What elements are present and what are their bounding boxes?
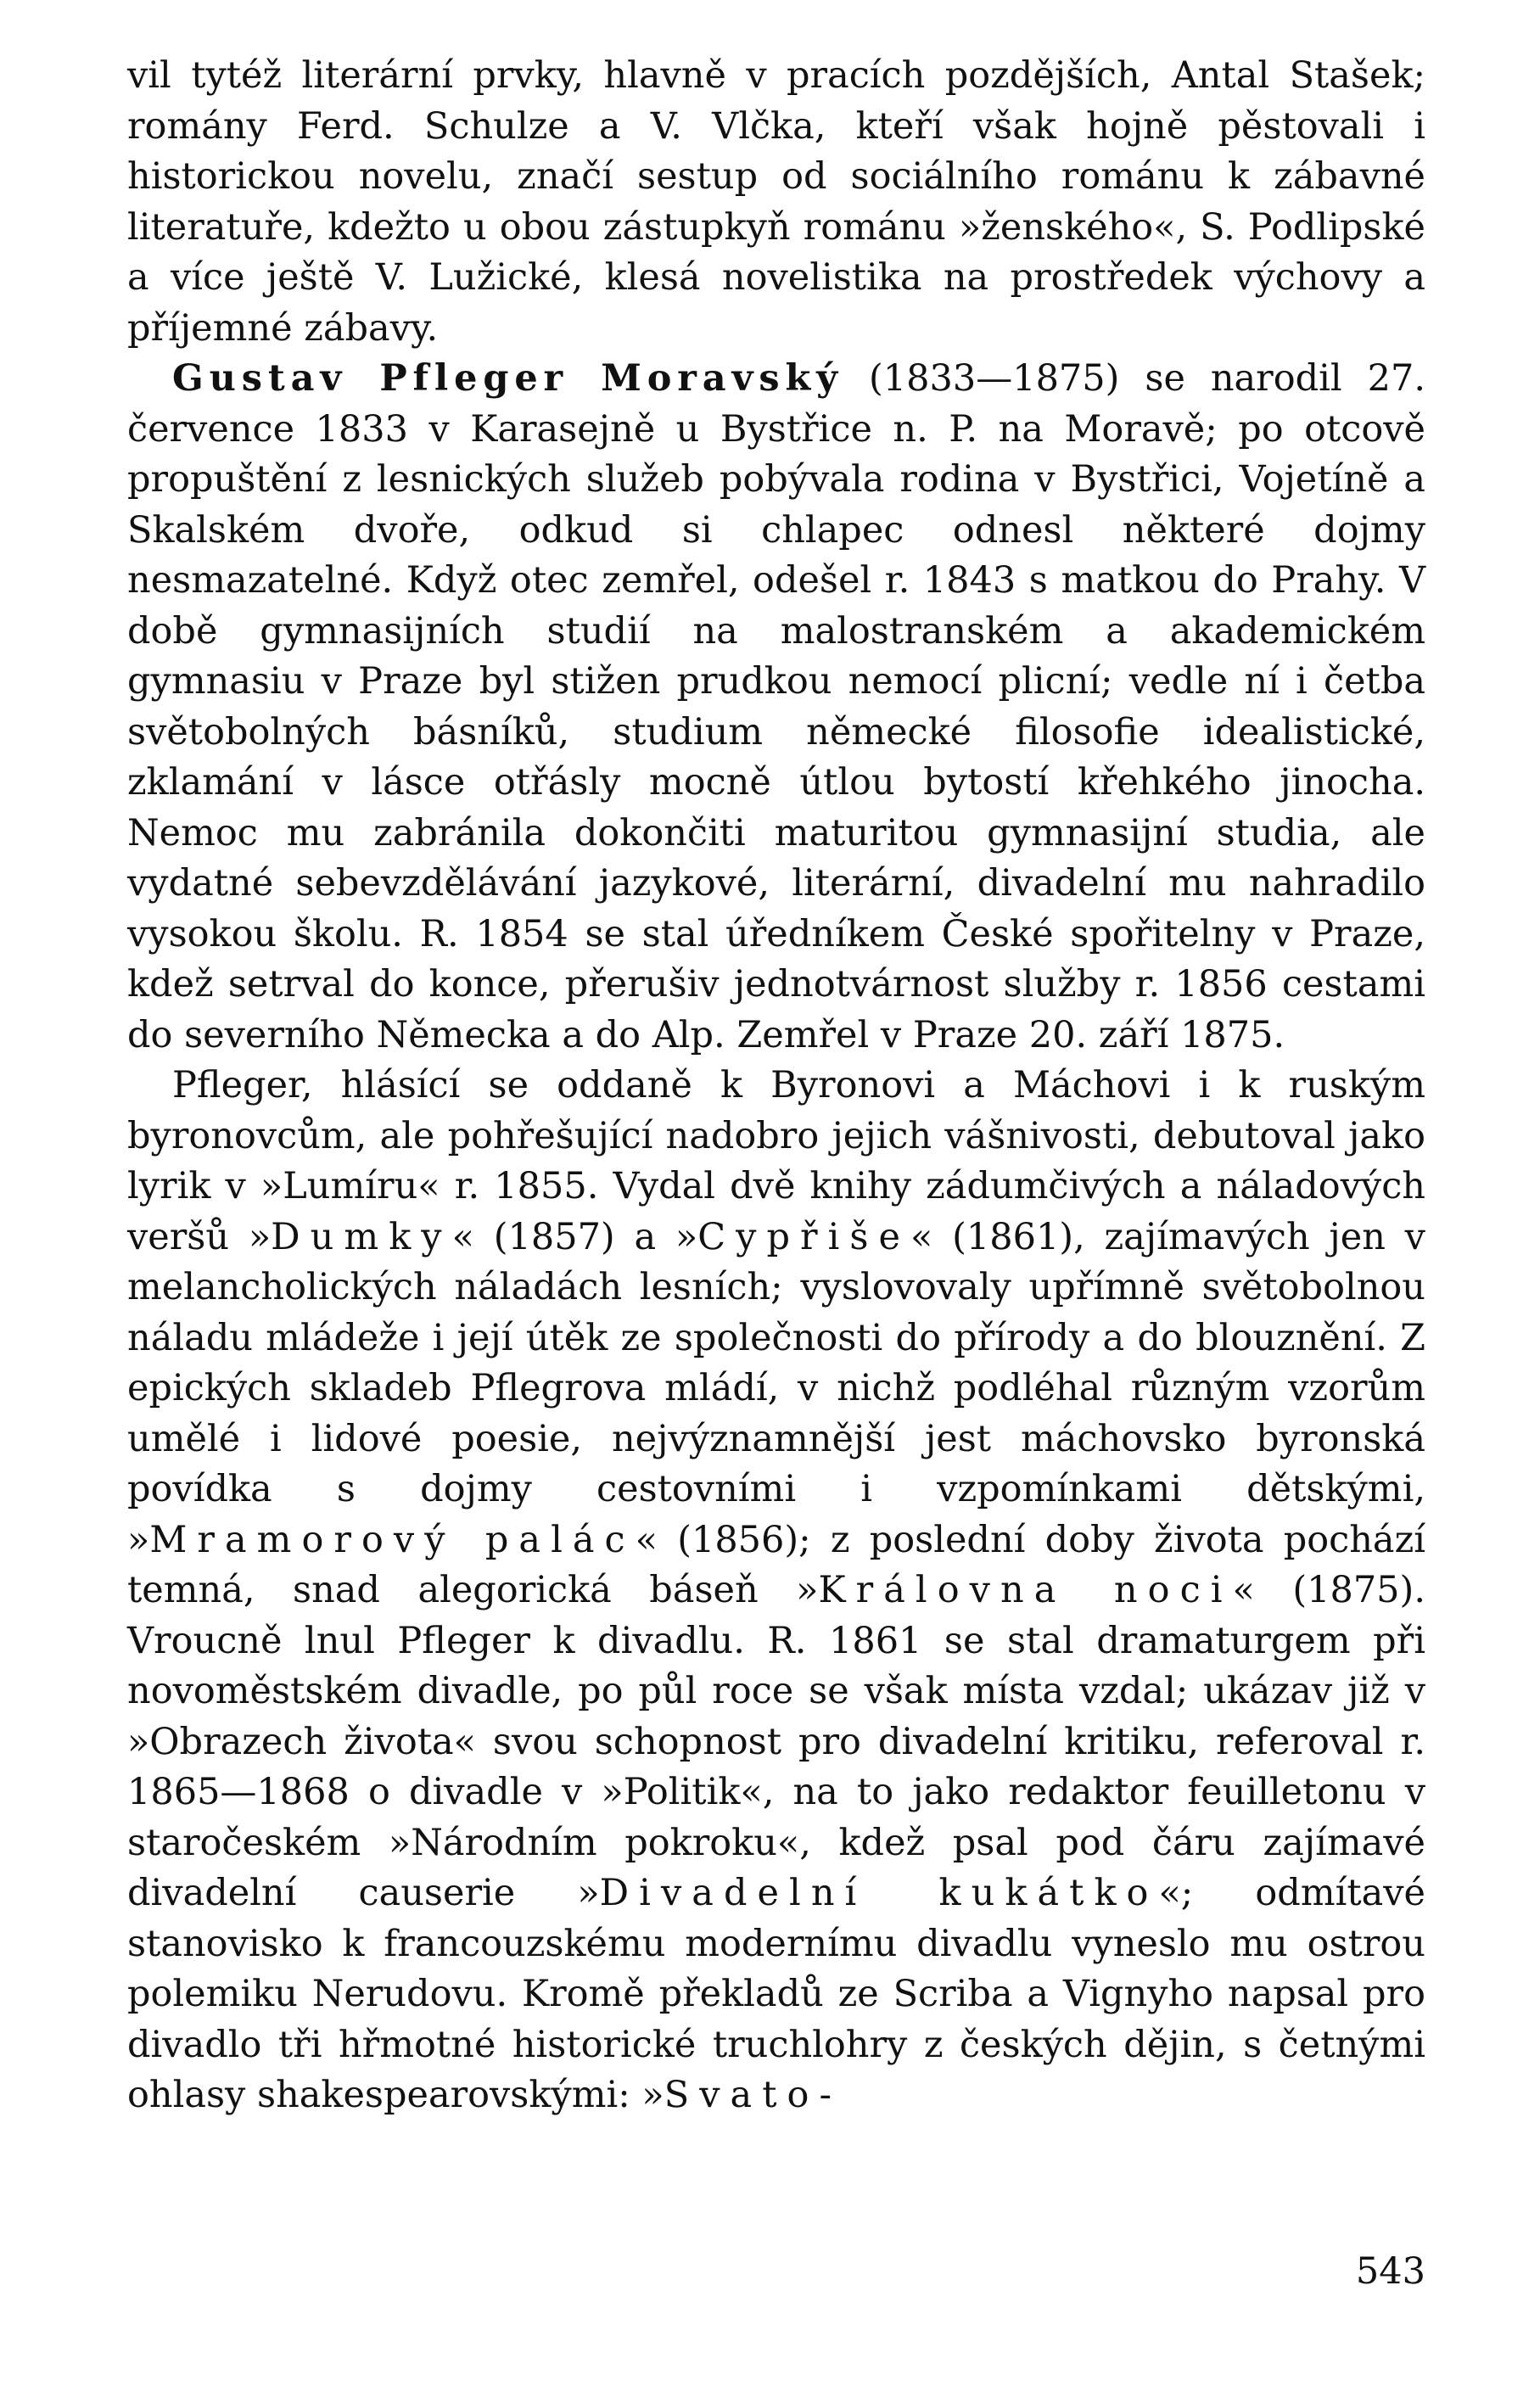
work-title: Mramorový palác	[149, 1518, 636, 1561]
text-run: « (1875). Vroucně lnul Pfleger k divadlu. R. 1861 se stal dramaturgem při novoměstském divadle, po půl roce se však místa vzdal; ukázav již v »Obrazech života« svou schopnost pro divadelní kritiku, referoval r. 1865—1868 o divadle v »Politik«, na to jako redaktor feuilletonu v staročeském »Národním pokroku«, kdež psal pod čáru zajímavé divadelní causerie »	[127, 1569, 1425, 1914]
text-body	[127, 51, 1425, 2121]
book-page	[127, 51, 1425, 2376]
paragraph	[127, 354, 1425, 1061]
paragraph	[127, 1061, 1425, 2121]
work-title: Cypřiše	[697, 1215, 911, 1258]
work-title: Královna noci	[818, 1569, 1233, 1611]
work-title: Divadelní kukátko	[599, 1872, 1159, 1914]
text-run: « (1857) a »	[451, 1215, 698, 1258]
text-run: « (1856); z poslední doby života pochází temná, snad alegorická báseň »	[127, 1518, 1425, 1611]
text-run: Pfleger, hlásící se oddaně k Byronovi a Máchovi i k ruským byronovcům, ale pohřešující nadobro jejich vášnivosti, debutoval jako lyrik v »Lumíru« r. 1855. Vydal dvě knihy zádumčivých a náladových veršů »	[127, 1064, 1425, 1258]
page-number: 543	[1355, 2250, 1425, 2293]
text-run: (1833—1875) se narodil 27. července 1833 v Karasejně u Bystřice n. P. na Moravě; po otcově propuštění z lesnických služeb pobývala rodina v Bystřici, Vojetíně a Skalském dvoře, odkud si chlapec odnesl některé dojmy nesmazatelné. Když otec zemřel, odešel r. 1843 s matkou do Prahy. V době gymnasijních studií na malostranském a akademickém gymnasiu v Praze byl stižen prudkou nemocí plicní; vedle ní i četba světobolných básníků, studium německé filosofie idealistické, zklamání v lásce otřásly mocně útlou bytostí křehkého jinocha. Nemoc mu zabránila dokončiti maturitou gymnasijní studia, ale vydatné sebevzdělávání jazykové, literární, divadelní mu nahradilo vysokou školu. R. 1854 se stal úředníkem České spořitelny v Praze, kdež setrval do konce, přerušiv jednotvárnost služby r. 1856 cestami do severního Německa a do Alp. Zemřel v Praze 20. září 1875.	[127, 357, 1425, 1056]
text-run: « (1861), zajímavých jen v melancholických náladách lesních; vyslovovaly upřímně světobolnou náladu mládeže i její útěk ze společnosti do přírody a do blouznění. Z epických skladeb Pflegrova mládí, v nichž podléhal různým vzorům umělé i lidové poesie, nejvýznamnější jest máchovsko byronská povídka s dojmy cestovními i vzpomínkami dětskými, »	[127, 1215, 1425, 1561]
paragraph	[127, 51, 1425, 354]
text-run: vil tytéž literární prvky, hlavně v pracích pozdějších, Antal Stašek; romány Ferd. Schulze a V. Vlčka, kteří však hojně pěstovali i historickou novelu, značí sestup od sociálního románu k zábavné literatuře, kdežto u obou zástupkyň románu »ženského«, S. Podlipské a více ještě V. Lužické, klesá novelistika na prostředek výchovy a příjemné zábavy.	[127, 54, 1425, 350]
author-name: Gustav Pfleger Moravský	[172, 357, 844, 400]
text-run: «; odmítavé stanovisko k francouzskému modernímu divadlu vyneslo mu ostrou polemiku Nerudovu. Kromě překladů ze Scriba a Vignyho napsal pro divadlo tři hřmotné historické truchlohry z českých dějin, s četnými ohlasy shakespearovskými: »	[127, 1872, 1425, 2116]
work-title: Svato-	[664, 2074, 843, 2116]
work-title: Dumky	[271, 1215, 452, 1258]
